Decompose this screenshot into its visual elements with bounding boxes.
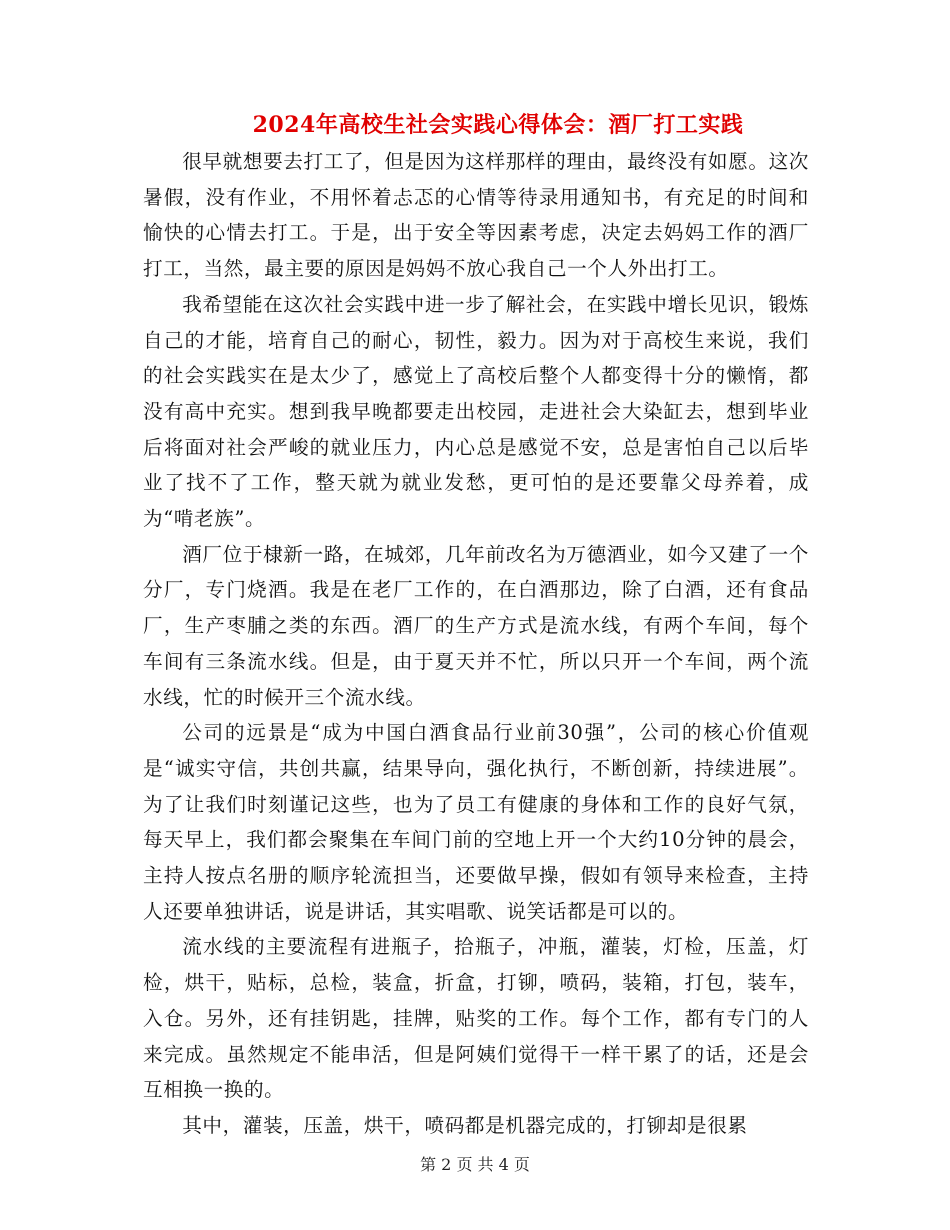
document-title: 2024年高校生社会实践心得体会：酒厂打工实践 <box>252 112 744 138</box>
paragraph: 其中，灌装，压盖，烘干，喷码都是机器完成的，打铆却是很累 <box>182 1113 748 1137</box>
document-body <box>143 144 809 1144</box>
page-footer: 第 2 页 共 4 页 <box>420 1155 530 1174</box>
paragraph: 我希望能在这次社会实践中进一步了解社会，在实践中增长见识，锻炼自己的才能，培育自己的耐心，韧性，毅力。因为对于高校生来说，我们的社会实践实在是太少了，感觉上了高校后整个人都变得十分的懒惰，都没有高中充实。想到我早晚都要走出校园，走进社会大染缸去，想到毕业后将面对社会严峻的就业压力，内心总是感觉不安，总是害怕自己以后毕业了找不了工作，整天就为就业发愁，更可怕的是还要靠父母养着，成为“啃老族”。 <box>143 292 809 531</box>
paragraph: 很早就想要去打工了，但是因为这样那样的理由，最终没有如愿。这次暑假，没有作业，不用怀着忐忑的心情等待录用通知书，有充足的时间和愉快的心情去打工。于是，出于安全等因素考虑，决定去妈妈工作的酒厂打工，当然，最主要的原因是妈妈不放心我自己一个人外出打工。 <box>143 150 809 281</box>
paragraph: 公司的远景是“成为中国白酒食品行业前30强”，公司的核心价值观是“诚实守信，共创共赢，结果导向，强化执行，不断创新，持续进展”。为了让我们时刻谨记这些，也为了员工有健康的身体和工作的良好气氛，每天早上，我们都会聚集在车间门前的空地上开一个大约10分钟的晨会，主持人按点名册的顺序轮流担当，还要做早操，假如有领导来检查，主持人还要单独讲话，说是讲话，其实唱歌、说笑话都是可以的。 <box>143 721 809 923</box>
paragraph: 酒厂位于棣新一路，在城郊，几年前改名为万德酒业，如今又建了一个分厂，专门烧酒。我是在老厂工作的，在白酒那边，除了白酒，还有食品厂，生产枣脯之类的东西。酒厂的生产方式是流水线，有两个车间，每个车间有三条流水线。但是，由于夏天并不忙，所以只开一个车间，两个流水线，忙的时候开三个流水线。 <box>143 542 809 709</box>
paragraph: 流水线的主要流程有进瓶子，拾瓶子，冲瓶，灌装，灯检，压盖，灯检，烘干，贴标，总检，装盒，折盒，打铆，喷码，装箱，打包，装车，入仓。另外，还有挂钥匙，挂牌，贴奖的工作。每个工作，都有专门的人来完成。虽然规定不能串活，但是阿姨们觉得干一样干累了的话，还是会互相换一换的。 <box>143 935 809 1102</box>
